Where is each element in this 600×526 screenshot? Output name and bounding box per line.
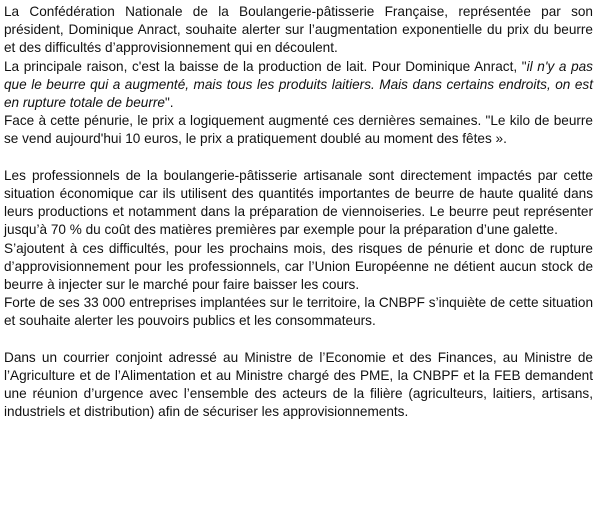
paragraph-spacer	[4, 331, 593, 349]
paragraph-professionals	[4, 167, 593, 240]
paragraph-shortage-risk	[4, 240, 593, 295]
paragraph-joint-letter	[4, 349, 593, 422]
paragraph-cnbpf-concern-text: Forte de ses 33 000 entreprises implantées sur le territoire, la CNBPF s’inquiète de cette situation et souhaite alerter les pouvoirs publics et les consommateurs.	[4, 295, 593, 329]
paragraph-intro	[4, 3, 593, 58]
paragraph-intro-text: La Confédération Nationale de la Boulangerie-pâtisserie Française, représentée par son président, Dominique Anract, souhaite alerter sur l’augmentation exponentielle du prix du beurre et des difficultés d’approvisionnement qui en découlent.	[4, 4, 593, 56]
paragraph-spacer	[4, 149, 593, 167]
paragraph-cnbpf-concern	[4, 294, 593, 330]
paragraph-main-reason-text: La principale raison, c'est la baisse de la production de lait. Pour Dominique Anract, "	[4, 58, 527, 74]
paragraph-price-text: Face à cette pénurie, le prix a logiquement augmenté ces dernières semaines. "Le kilo de beurre se vend aujourd'hui 10 euros, le prix a pratiquement doublé au moment des fêtes ».	[4, 113, 593, 147]
paragraph-main-reason	[4, 58, 593, 113]
paragraph-professionals-text: Les professionnels de la boulangerie-pâtisserie artisanale sont directement impactés par cette situation économique car ils utilisent des quantités importantes de beurre de haute qualité dans leurs productions et notamment dans la préparation de viennoiseries. Le beurre peut représenter jusqu’à 70 % du coût des matières premières par exemple pour la préparation d’une galette.	[4, 167, 593, 238]
paragraph-main-reason-closing: ".	[164, 95, 174, 111]
paragraph-joint-letter-text: Dans un courrier conjoint adressé au Ministre de l’Economie et des Finances, au Ministre de l’Agriculture et de l’Alimentation et au Ministre chargé des PME, la CNBPF et la FEB demandent une réunion d’urgence avec l’ensemble des acteurs de la filière (agriculteurs, laitiers, artisans, industriels et distribution) afin de sécuriser les approvisionnements.	[4, 349, 593, 420]
quote-dominique-anract: il n'y a pas que le beurre qui a augmenté, mais tous les produits laitiers. Mais dans certains endroits, on est en rupture totale de beurre	[4, 58, 593, 111]
paragraph-shortage-risk-text: S’ajoutent à ces difficultés, pour les prochains mois, des risques de pénurie et donc de rupture d’approvisionnement pour les professionnels, car l’Union Européenne ne détient aucun stock de beurre à injecter sur le marché pour faire baisser les cours.	[4, 240, 593, 293]
paragraph-price	[4, 112, 593, 148]
